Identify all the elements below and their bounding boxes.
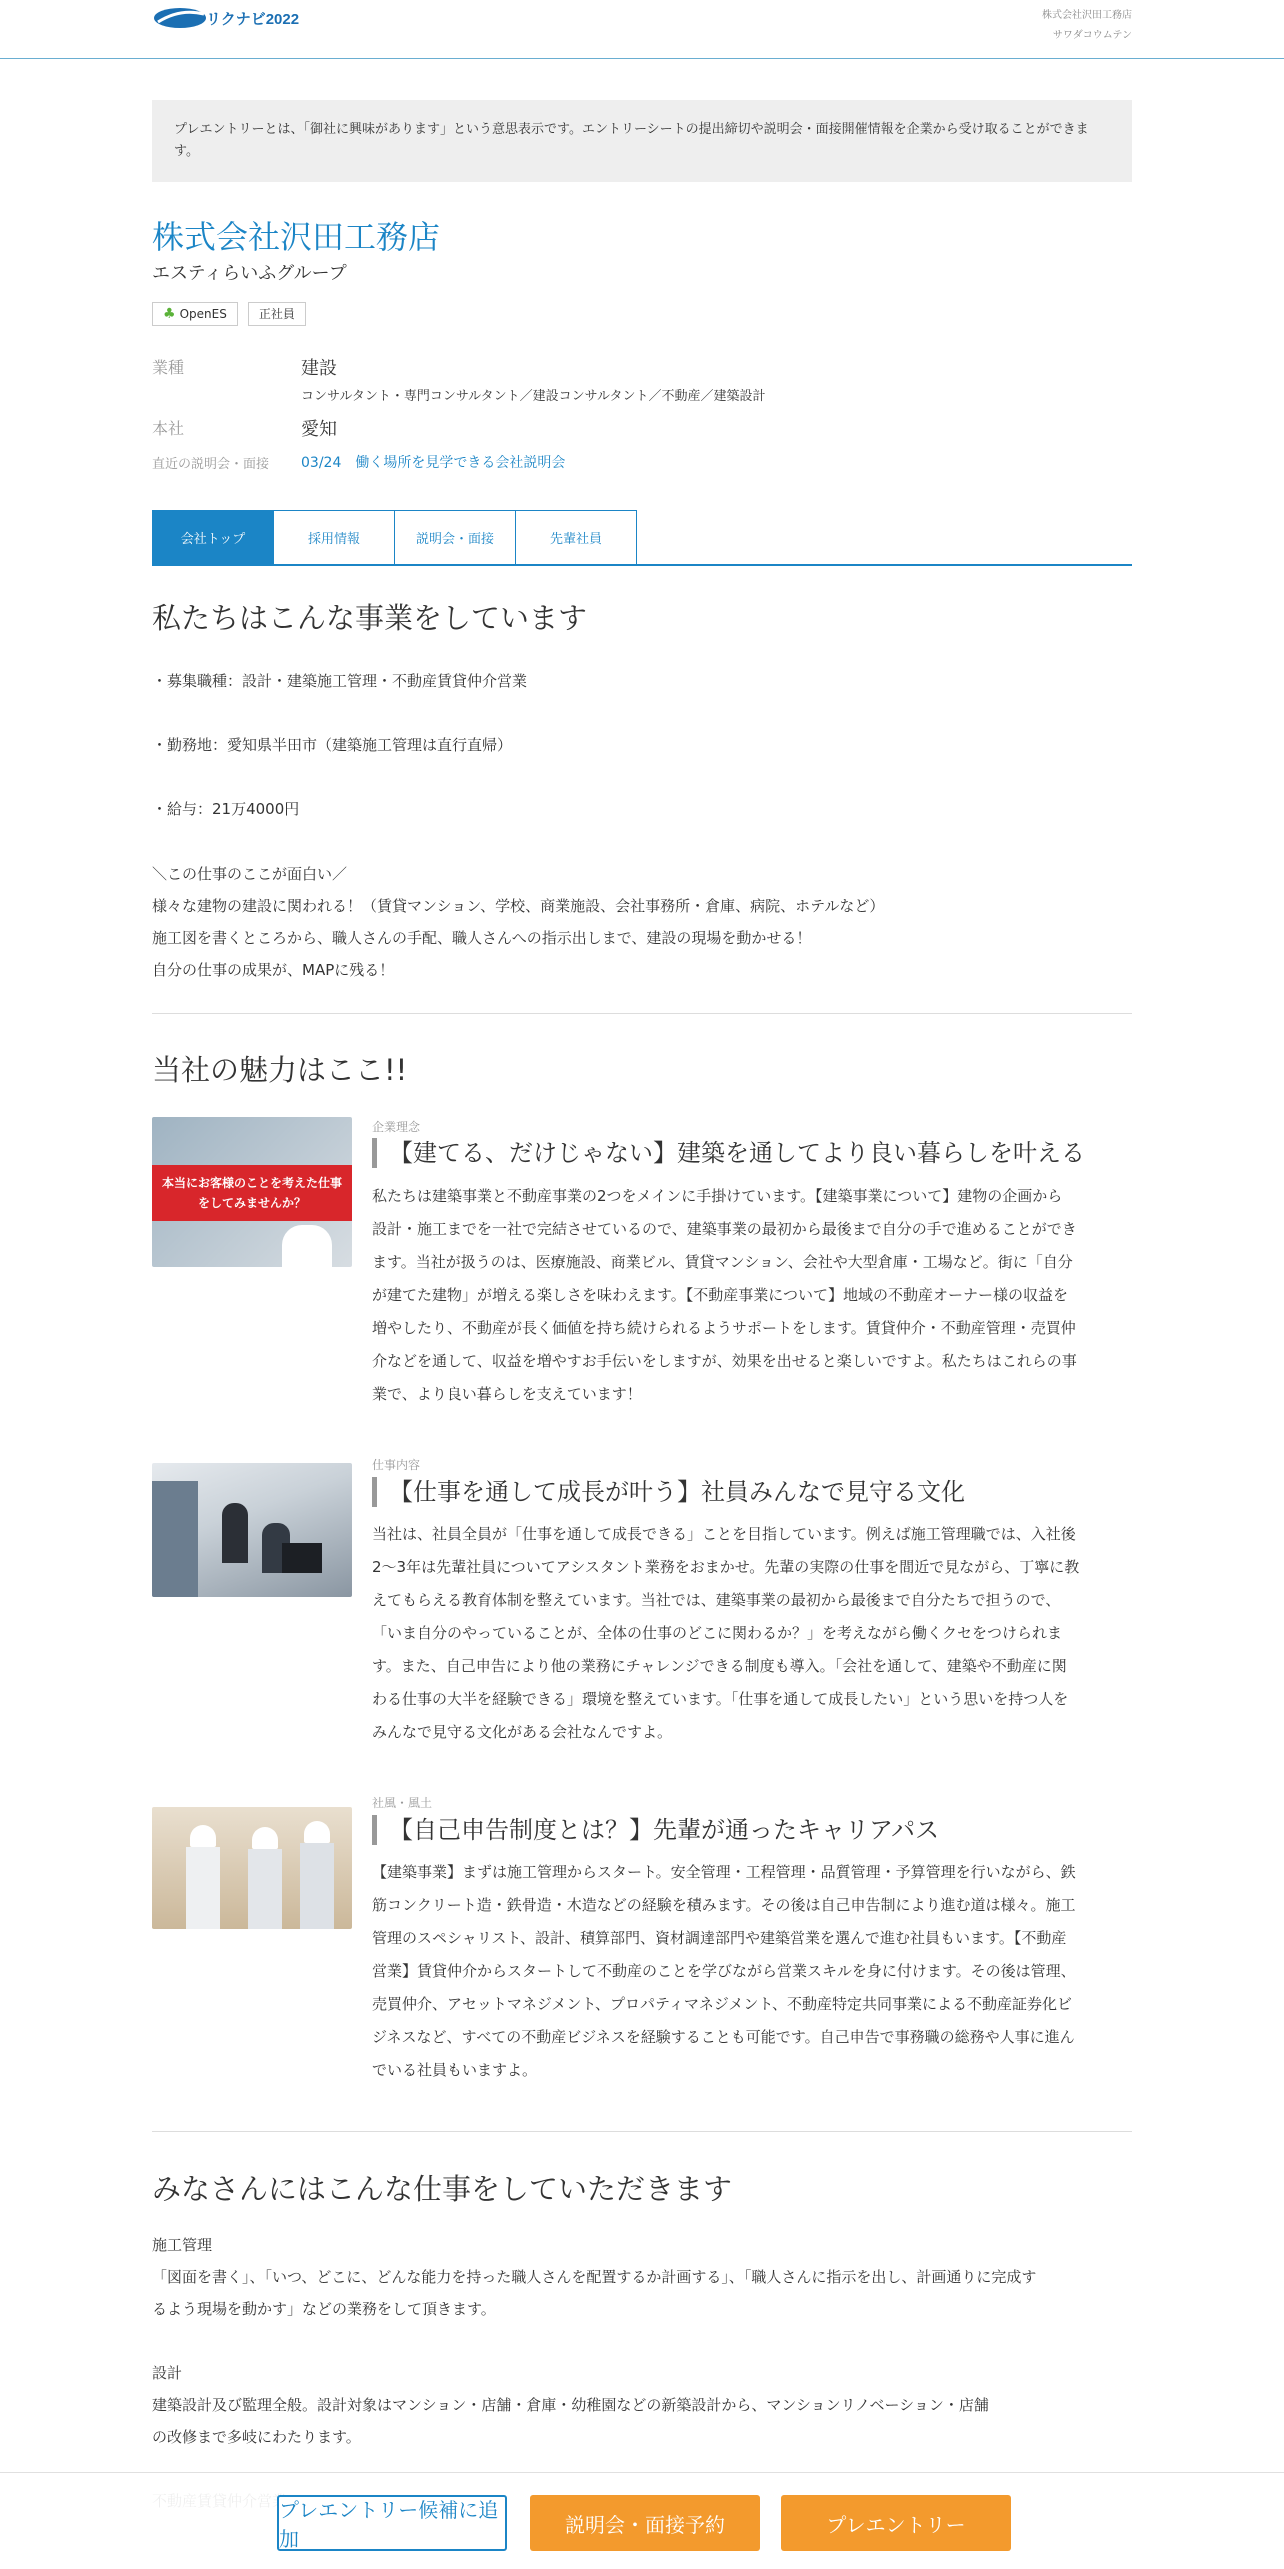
company-tabs	[152, 510, 1132, 566]
add-to-candidates-button[interactable]: プレエントリー候補に追加	[277, 2495, 507, 2551]
appeal-image-culture	[152, 1807, 352, 1929]
appeal-image-philosophy	[152, 1117, 352, 1267]
appeal-text-line: 業で、より良い暮らしを支えています！	[372, 1385, 642, 1403]
header-company-name: 株式会社沢田工務店	[1042, 10, 1132, 21]
rikunabi-logo[interactable]	[152, 4, 302, 32]
hq-label: 本社	[152, 419, 185, 438]
section-divider	[152, 1013, 1132, 1014]
tab-company-top[interactable]: 会社トップ	[152, 510, 274, 564]
header-company-info	[1042, 6, 1132, 46]
company-name: 株式会社沢田工務店	[152, 218, 441, 256]
appeal-text-line: でいる社員もいますよ。	[372, 2061, 538, 2079]
appeal-text-line: ます。当社が扱うのは、医療施設、商業ビル、賃貸マンション、会社や大型倉庫・工場など。街に「自分	[372, 1253, 1073, 1271]
notice-text: プレエントリーとは、「御社に興味があります」という意思表示です。エントリーシートの提出締切や説明会・面接開催情報を企業から受け取ることができます。	[174, 122, 1089, 159]
person-figure	[300, 1843, 334, 1929]
hq-value: 愛知	[301, 419, 337, 440]
person-figure	[248, 1849, 282, 1929]
bottom-action-bar	[0, 2472, 1284, 2569]
work-block-line: の改修まで多岐にわたります。	[152, 2428, 361, 2446]
appeal-text-line: 増やしたり、不動産が長く価値を持ち続けられるようサポートをします。賃貸仲介・不動産管理・売買仲	[372, 1319, 1076, 1337]
preentry-button[interactable]: プレエントリー	[781, 2495, 1011, 2551]
business-line: 施工図を書くところから、職人さんの手配、職人さんへの指示出しまで、建設の現場を動かせる！	[152, 929, 812, 947]
monitor-icon	[282, 1543, 322, 1573]
tag-fulltime	[248, 302, 306, 326]
appeal-category: 社風・風土	[372, 1796, 433, 1810]
appeal-text-line: えてもらえる教育体制を整えています。当社では、建築事業の最初から最後まで自分たちで担うので、	[372, 1591, 1061, 1609]
appeal-image-caption: 本当にお客様のことを考えた仕事をしてみませんか？	[161, 1176, 342, 1210]
tab-recruit-info[interactable]: 採用情報	[273, 510, 395, 564]
appeal-text-line: 営業】賃貸仲介からスタートして不動産のことを学びながら営業スキルを身に付けます。その後は管理、	[372, 1962, 1076, 1980]
business-line: ・募集職種：設計・建築施工管理・不動産賃貸仲介営業	[152, 672, 528, 690]
appeal-text	[372, 1518, 1132, 1749]
tag-label: 正社員	[258, 307, 295, 321]
business-heading: 私たちはこんな事業をしています	[152, 601, 588, 635]
appeal-text-line: が建てた建物」が増える楽しさを味わえます。【不動産事業について】地域の不動産オーナー様の収益を	[372, 1286, 1069, 1304]
appeal-title: 【建てる、だけじゃない】建築を通してより良い暮らしを叶える	[372, 1138, 1085, 1168]
header-company-kana: サワダコウムテン	[1052, 30, 1132, 41]
seminar-label: 直近の説明会・面接	[152, 457, 270, 472]
office-shelf	[152, 1481, 198, 1597]
business-line: 様々な建物の建設に関われる！（賃貸マンション、学校、商業施設、会社事務所・倉庫、病院、ホテルなど）	[152, 897, 885, 915]
appeal-title: 【仕事を通して成長が叶う】社員みんなで見守る文化	[372, 1477, 965, 1507]
work-block-line: 建築設計及び監理全般。設計対象はマンション・店舗・倉庫・幼稚園などの新築設計から、マンションリノベーション・店舗	[152, 2396, 989, 2414]
industry-sub: コンサルタント・専門コンサルタント／建設コンサルタント／不動産／建築設計	[301, 389, 766, 404]
appeal-category: 企業理念	[372, 1120, 421, 1134]
business-line: ＼この仕事のここが面白い／	[152, 865, 348, 883]
appeal-image-work	[152, 1463, 352, 1597]
work-block-line: るよう現場を動かす」などの業務をして頂きます。	[152, 2300, 496, 2318]
clover-icon: ♣	[163, 306, 176, 322]
tab-senior-staff[interactable]: 先輩社員	[515, 510, 637, 564]
business-line: ・給与：21万4000円	[152, 800, 300, 818]
preentry-notice	[152, 100, 1132, 182]
tab-seminar[interactable]: 説明会・面接	[394, 510, 516, 564]
industry-label: 業種	[152, 358, 185, 377]
work-heading: みなさんにはこんな仕事をしていただきます	[152, 2172, 733, 2206]
section-divider	[152, 2131, 1132, 2132]
work-block-title: 設計	[152, 2364, 183, 2382]
appeal-text-line: 介などを通して、収益を増やすお手伝いをしますが、効果を出せると楽しいですよ。私たちはこれらの事	[372, 1352, 1077, 1370]
logo-text: リクナビ2022	[206, 11, 300, 28]
business-line: ・勤務地：愛知県半田市（建築施工管理は直行直帰）	[152, 736, 513, 754]
mascot-icon	[282, 1225, 332, 1267]
appeal-heading: 当社の魅力はここ!!	[152, 1053, 408, 1087]
appeal-text-line: 当社は、社員全員が「仕事を通して成長できる」ことを目指しています。例えば施工管理職では、入社後	[372, 1525, 1076, 1543]
appeal-text-line: 私たちは建築事業と不動産事業の2つをメインに手掛けています。【建築事業について】建物の企画から	[372, 1187, 1063, 1205]
industry-value: 建設	[301, 358, 337, 379]
appeal-text	[372, 1856, 1132, 2087]
helmet-icon	[252, 1827, 278, 1849]
appeal-text-line: す。また、自己申告により他の業務にチャレンジできる制度も導入。「会社を通して、建築や不動産に関	[372, 1657, 1067, 1675]
appeal-text-line: 売買仲介、アセットマネジメント、プロパティマネジメント、不動産特定共同事業による不動産証券化ビ	[372, 1995, 1073, 2013]
seminar-reservation-button[interactable]: 説明会・面接予約	[530, 2495, 760, 2551]
appeal-text-line: 2～3年は先輩社員についてアシスタント業務をおまかせ。先輩の実際の仕事を間近で見ながら、丁寧に教	[372, 1558, 1080, 1576]
tag-label: OpenES	[179, 307, 227, 321]
tag-openes	[152, 302, 238, 326]
appeal-text	[372, 1180, 1132, 1411]
appeal-title: 【自己申告制度とは？】先輩が通ったキャリアパス	[372, 1815, 939, 1845]
company-tags	[152, 302, 1132, 326]
appeal-text-line: わる仕事の大半を経験できる」環境を整えています。「仕事を通して成長したい」という思いを持つ人を	[372, 1690, 1069, 1708]
person-figure	[222, 1503, 248, 1563]
appeal-text-line: 設計・施工までを一社で完結させているので、建築事業の最初から最後まで自分の手で進めることができ	[372, 1220, 1077, 1238]
appeal-text-line: 【建築事業】まずは施工管理からスタート。安全管理・工程管理・品質管理・予算管理を行いながら、鉄	[372, 1863, 1076, 1881]
appeal-text-line: みんなで見守る文化がある会社なんですよ。	[372, 1723, 673, 1741]
appeal-category: 仕事内容	[372, 1458, 421, 1472]
work-block-title: 施工管理	[152, 2236, 213, 2254]
business-line: 自分の仕事の成果が、MAPに残る！	[152, 961, 395, 979]
appeal-text-line: 「いま自分のやっていることが、全体の仕事のどこに関わるか？」を考えながら働くクセをつけられま	[372, 1624, 1063, 1642]
work-block-line: 「図面を書く」、「いつ、どこに、どんな能力を持った職人さんを配置するか計画する」、「職人さんに指示を出し、計画通りに完成す	[152, 2268, 1037, 2286]
appeal-text-line: 管理のスペシャリスト、設計、積算部門、資材調達部門や建築営業を選んで進む社員もいます。【不動産	[372, 1929, 1067, 1947]
seminar-link[interactable]: 03/24 働く場所を見学できる会社説明会	[301, 455, 566, 471]
appeal-text-line: 筋コンクリート造・鉄骨造・木造などの経験を積みます。その後は自己申告制により進む道は様々。施工	[372, 1896, 1076, 1914]
person-figure	[186, 1847, 220, 1929]
site-header	[0, 0, 1284, 59]
appeal-text-line: ジネスなど、すべての不動産ビジネスを経験することも可能です。自己申告で事務職の総務や人事に進ん	[372, 2028, 1075, 2046]
company-group: エスティらいふグループ	[152, 263, 347, 284]
helmet-icon	[190, 1825, 216, 1847]
helmet-icon	[304, 1821, 330, 1843]
